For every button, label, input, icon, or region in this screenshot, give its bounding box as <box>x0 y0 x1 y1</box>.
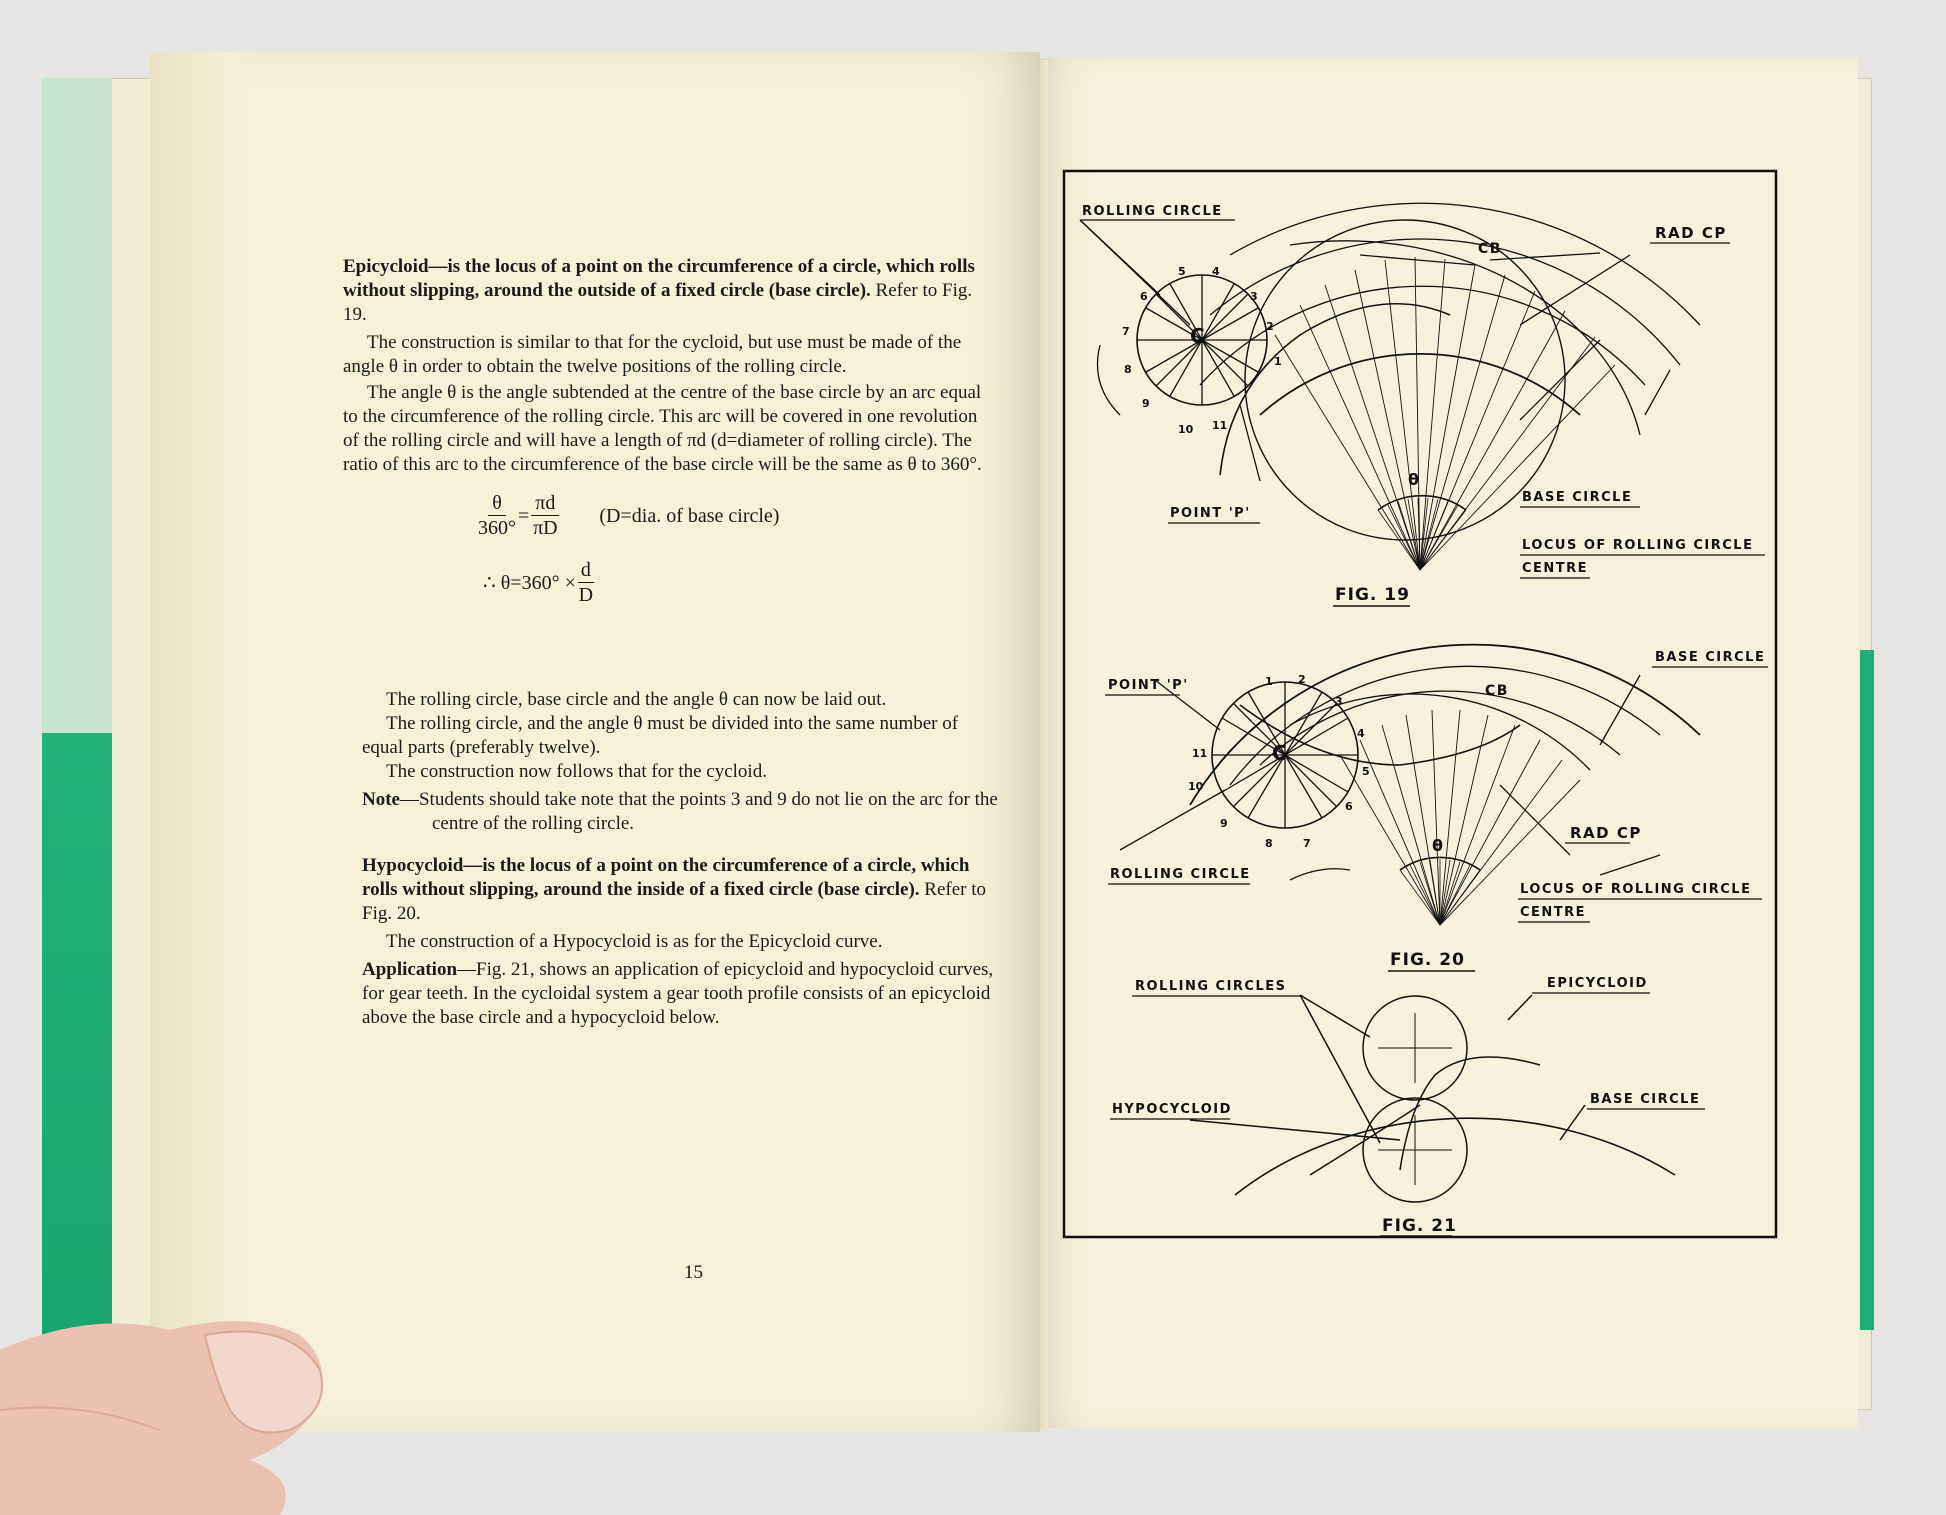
fig20-theta-label: θ <box>1432 836 1445 855</box>
fig19-number-1: 1 <box>1274 355 1282 368</box>
formula2-numerator: d <box>578 558 594 583</box>
fig21-caption: FIG. 21 <box>1382 1216 1457 1236</box>
fig19-theta-label: θ <box>1408 470 1421 489</box>
note-text: —Students should take note that the points 3 and 9 do not lie on the arc for the centre of the rolling circle. <box>399 789 998 834</box>
fig19-number-9: 9 <box>1142 397 1150 410</box>
fig21-hypocycloid-label: HYPOCYCLOID <box>1112 1102 1232 1117</box>
fig19-number-3: 3 <box>1250 290 1258 303</box>
fig20-base-circle-label: BASE CIRCLE <box>1655 650 1766 665</box>
fig21-epicycloid-label: EPICYCLOID <box>1547 976 1648 991</box>
fig19-locus-label-2: CENTRE <box>1522 561 1589 576</box>
epicycloid-heading: Epicycloid—is the locus of a point on the circumference of a circle, which rolls without slipping, around the outside of a fixed circle (base circle). <box>343 256 975 301</box>
figure-border <box>1064 171 1776 1237</box>
fig20-rolling-circle-label: ROLLING CIRCLE <box>1110 867 1251 882</box>
fig19-c-label: C <box>1190 324 1207 348</box>
fig20-rad-cp-label: RAD CP <box>1570 824 1642 842</box>
paragraph-4: The rolling circle, and the angle θ must be divided into the same number of equal parts (preferably twelve). <box>362 713 959 758</box>
fig19-base-circle-label: BASE CIRCLE <box>1522 490 1633 505</box>
formula1-note: (D=dia. of base circle) <box>599 504 780 527</box>
fig21-base-circle-label: BASE CIRCLE <box>1590 1092 1701 1107</box>
paragraph-1: The construction is similar to that for the cycloid, but use must be made of the angle θ in order to obtain the twelve positions of the rolling circle. <box>343 332 962 377</box>
fig19-number-2: 2 <box>1266 320 1274 333</box>
fig20-number-1: 1 <box>1265 675 1273 688</box>
fig20-number-11: 11 <box>1192 747 1208 760</box>
epicycloid-definition <box>343 255 993 327</box>
application-label: Application <box>362 959 458 980</box>
fig19-rolling-circle-label: ROLLING CIRCLE <box>1082 204 1223 219</box>
figures-panel <box>1060 165 1790 1245</box>
application <box>362 958 1002 1030</box>
fig20-caption: FIG. 20 <box>1390 950 1465 970</box>
epicycloid-ref: Refer to Fig. 19. <box>343 280 973 325</box>
formula1-numerator: θ <box>488 491 506 516</box>
fig20-c-label: C <box>1272 741 1289 765</box>
fig19-number-11: 11 <box>1212 419 1228 432</box>
formula1-equals: = <box>518 504 530 527</box>
fig19-number-4: 4 <box>1212 265 1220 278</box>
formula1-rhs-numerator: πd <box>531 491 559 516</box>
fig19-point-p-label: POINT 'P' <box>1170 506 1251 521</box>
fig21-rolling-circles-label: ROLLING CIRCLES <box>1135 979 1287 994</box>
fig19-number-10: 10 <box>1178 423 1194 436</box>
fig20-locus-label-2: CENTRE <box>1520 905 1587 920</box>
fig20-locus-label-1: LOCUS OF ROLLING CIRCLE <box>1520 882 1752 897</box>
fig19-cb-label: CB <box>1478 241 1502 257</box>
fig20-number-10: 10 <box>1188 780 1204 793</box>
application-text: —Fig. 21, shows an application of epicycloid and hypocycloid curves, for gear teeth. In the cycloidal system a gear tooth profile consists of an epicycloid above the base circle and a hypocycloid below. <box>362 959 994 1028</box>
fig20-number-3: 3 <box>1335 695 1343 708</box>
cover-green-edge-right <box>1860 650 1874 1330</box>
hypocycloid-definition <box>362 854 1002 926</box>
fig19-caption: FIG. 19 <box>1335 585 1410 605</box>
paragraph-3: The rolling circle, base circle and the angle θ can now be laid out. <box>386 689 887 710</box>
fig20-number-8: 8 <box>1265 837 1273 850</box>
formula2-lhs: ∴ θ=360° × <box>483 571 576 594</box>
fig20-point-p-label: POINT 'P' <box>1108 678 1189 693</box>
page-number: 15 <box>684 1262 703 1283</box>
left-text-top <box>343 255 993 617</box>
formula1-rhs-denominator: πD <box>533 517 558 539</box>
paragraph-5: The construction now follows that for the cycloid. <box>386 761 767 782</box>
note-label: Note <box>362 789 400 810</box>
hypocycloid-ref: Refer to Fig. 20. <box>362 879 987 924</box>
fig20-number-4: 4 <box>1357 727 1365 740</box>
left-page-edge <box>150 52 260 1432</box>
fig19-number-8: 8 <box>1124 363 1132 376</box>
fig19-number-6: 6 <box>1140 290 1148 303</box>
fig20-number-2: 2 <box>1298 673 1306 686</box>
fig20-number-6: 6 <box>1345 800 1353 813</box>
hand-thumb <box>0 1290 330 1515</box>
formula-2 <box>483 558 993 607</box>
paragraph-6: The construction of a Hypocycloid is as for the Epicycloid curve. <box>386 931 883 952</box>
left-text-middle <box>362 688 1002 1030</box>
fig19-locus-label-1: LOCUS OF ROLLING CIRCLE <box>1522 538 1754 553</box>
hypocycloid-heading: Hypocycloid—is the locus of a point on the circumference of a circle, which rolls without slipping, around the inside of a fixed circle (base circle). <box>362 855 970 900</box>
fig20-number-7: 7 <box>1303 837 1311 850</box>
fig20-cb-label: CB <box>1485 683 1509 699</box>
fig20-number-5: 5 <box>1362 765 1370 778</box>
formula2-denominator: D <box>578 584 594 606</box>
formula-1 <box>478 491 993 540</box>
fig19-number-5: 5 <box>1178 265 1186 278</box>
fig19-rad-cp-label: RAD CP <box>1655 224 1727 242</box>
fig20-number-9: 9 <box>1220 817 1228 830</box>
formula1-denominator: 360° <box>478 517 516 539</box>
cover-green-edge-left <box>42 78 112 1338</box>
paragraph-2: The angle θ is the angle subtended at the centre of the base circle by an arc equal to the circumference of the rolling circle. This arc will be covered in one revolution of the rolling circle and will have a length of πd (d=diameter of rolling circle). The ratio of this arc to the circumference of the base circle will be the same as θ to 360°. <box>343 382 982 475</box>
fig19-number-7: 7 <box>1122 325 1130 338</box>
note <box>362 788 1002 836</box>
